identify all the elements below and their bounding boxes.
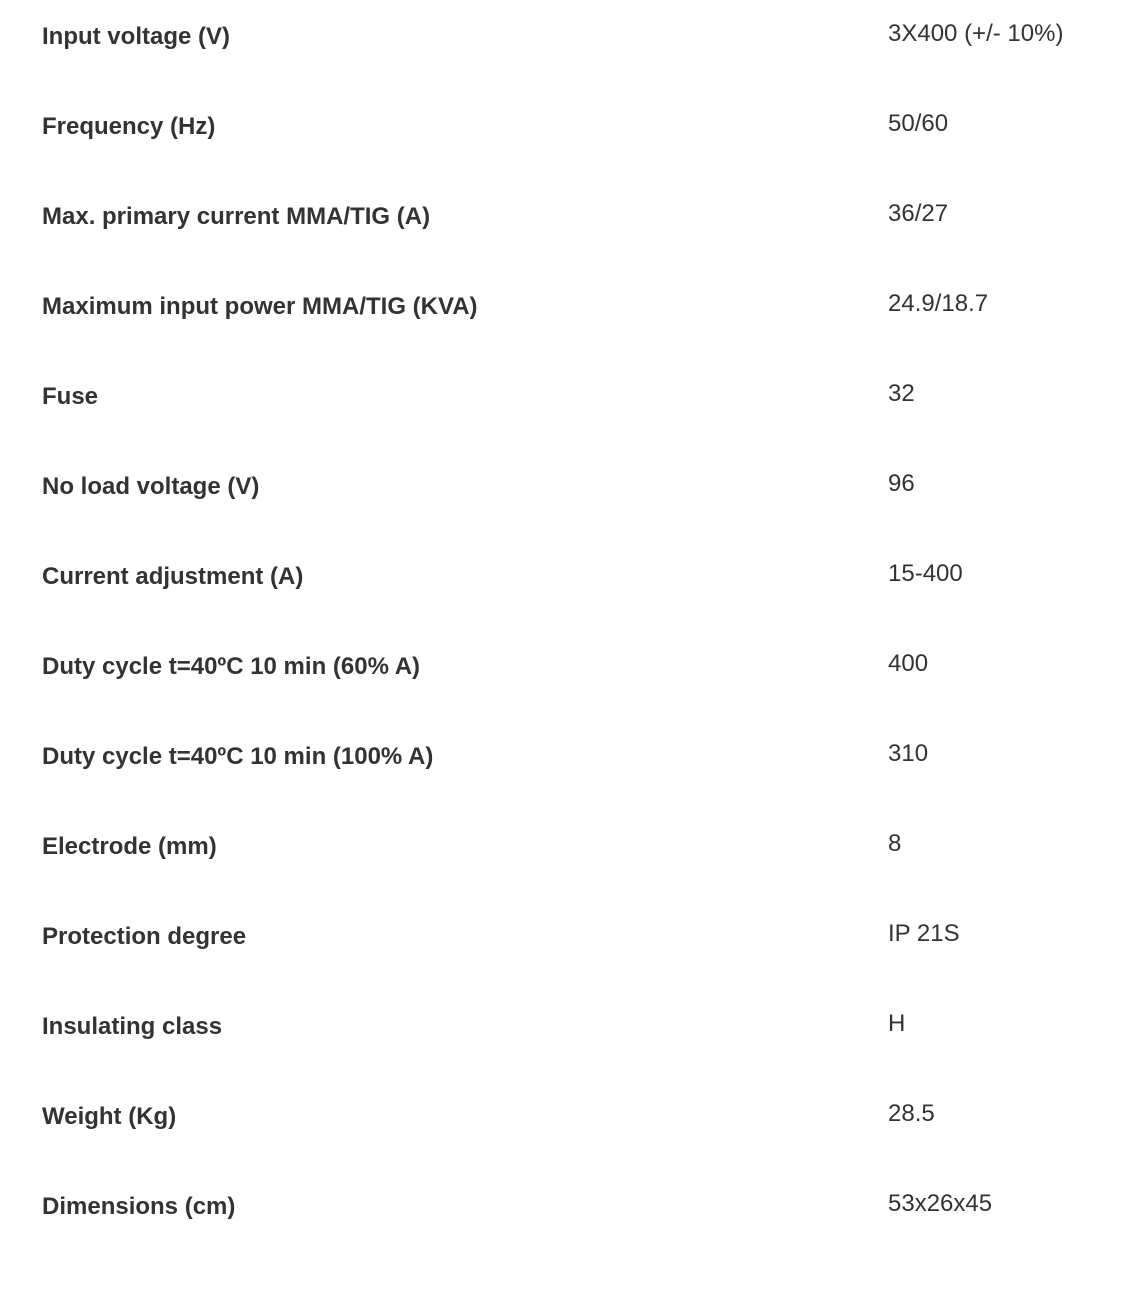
spec-label: Insulating class — [42, 1013, 223, 1040]
spec-value: 3X400 (+/- 10%) — [888, 20, 1064, 47]
spec-row — [42, 1004, 1140, 1094]
spec-label: Electrode (mm) — [42, 833, 217, 860]
spec-row — [42, 104, 1140, 194]
spec-row — [42, 284, 1140, 374]
spec-label: Fuse — [42, 383, 99, 410]
spec-row — [42, 14, 1140, 104]
spec-value: 15-400 — [888, 560, 963, 587]
spec-row — [42, 194, 1140, 284]
spec-label: Max. primary current MMA/TIG (A) — [42, 203, 431, 230]
spec-value: 8 — [888, 830, 902, 857]
spec-value: IP 21S — [888, 920, 960, 947]
spec-value: 50/60 — [888, 110, 949, 137]
spec-label: Weight (Kg) — [42, 1103, 177, 1130]
spec-value: 310 — [888, 740, 929, 767]
spec-value: 36/27 — [888, 200, 949, 227]
spec-value: 53x26x45 — [888, 1190, 993, 1217]
spec-value: 28.5 — [888, 1100, 935, 1127]
spec-label: Input voltage (V) — [42, 23, 230, 50]
spec-row — [42, 464, 1140, 554]
spec-row — [42, 824, 1140, 914]
spec-row — [42, 1184, 1140, 1274]
spec-row — [42, 374, 1140, 464]
spec-label: No load voltage (V) — [42, 473, 260, 500]
spec-row — [42, 644, 1140, 734]
spec-value: 400 — [888, 650, 929, 677]
spec-row — [42, 734, 1140, 824]
spec-value: 96 — [888, 470, 915, 497]
spec-value: 32 — [888, 380, 915, 407]
spec-label: Frequency (Hz) — [42, 113, 216, 140]
spec-label: Protection degree — [42, 923, 247, 950]
spec-label: Duty cycle t=40ºC 10 min (60% A) — [42, 653, 421, 680]
spec-value: H — [888, 1010, 906, 1037]
spec-row — [42, 914, 1140, 1004]
spec-label: Maximum input power MMA/TIG (KVA) — [42, 293, 478, 320]
spec-label: Duty cycle t=40ºC 10 min (100% A) — [42, 743, 434, 770]
spec-label: Dimensions (cm) — [42, 1193, 236, 1220]
spec-value: 24.9/18.7 — [888, 290, 989, 317]
spec-row — [42, 1094, 1140, 1184]
spec-label: Current adjustment (A) — [42, 563, 304, 590]
spec-row — [42, 554, 1140, 644]
